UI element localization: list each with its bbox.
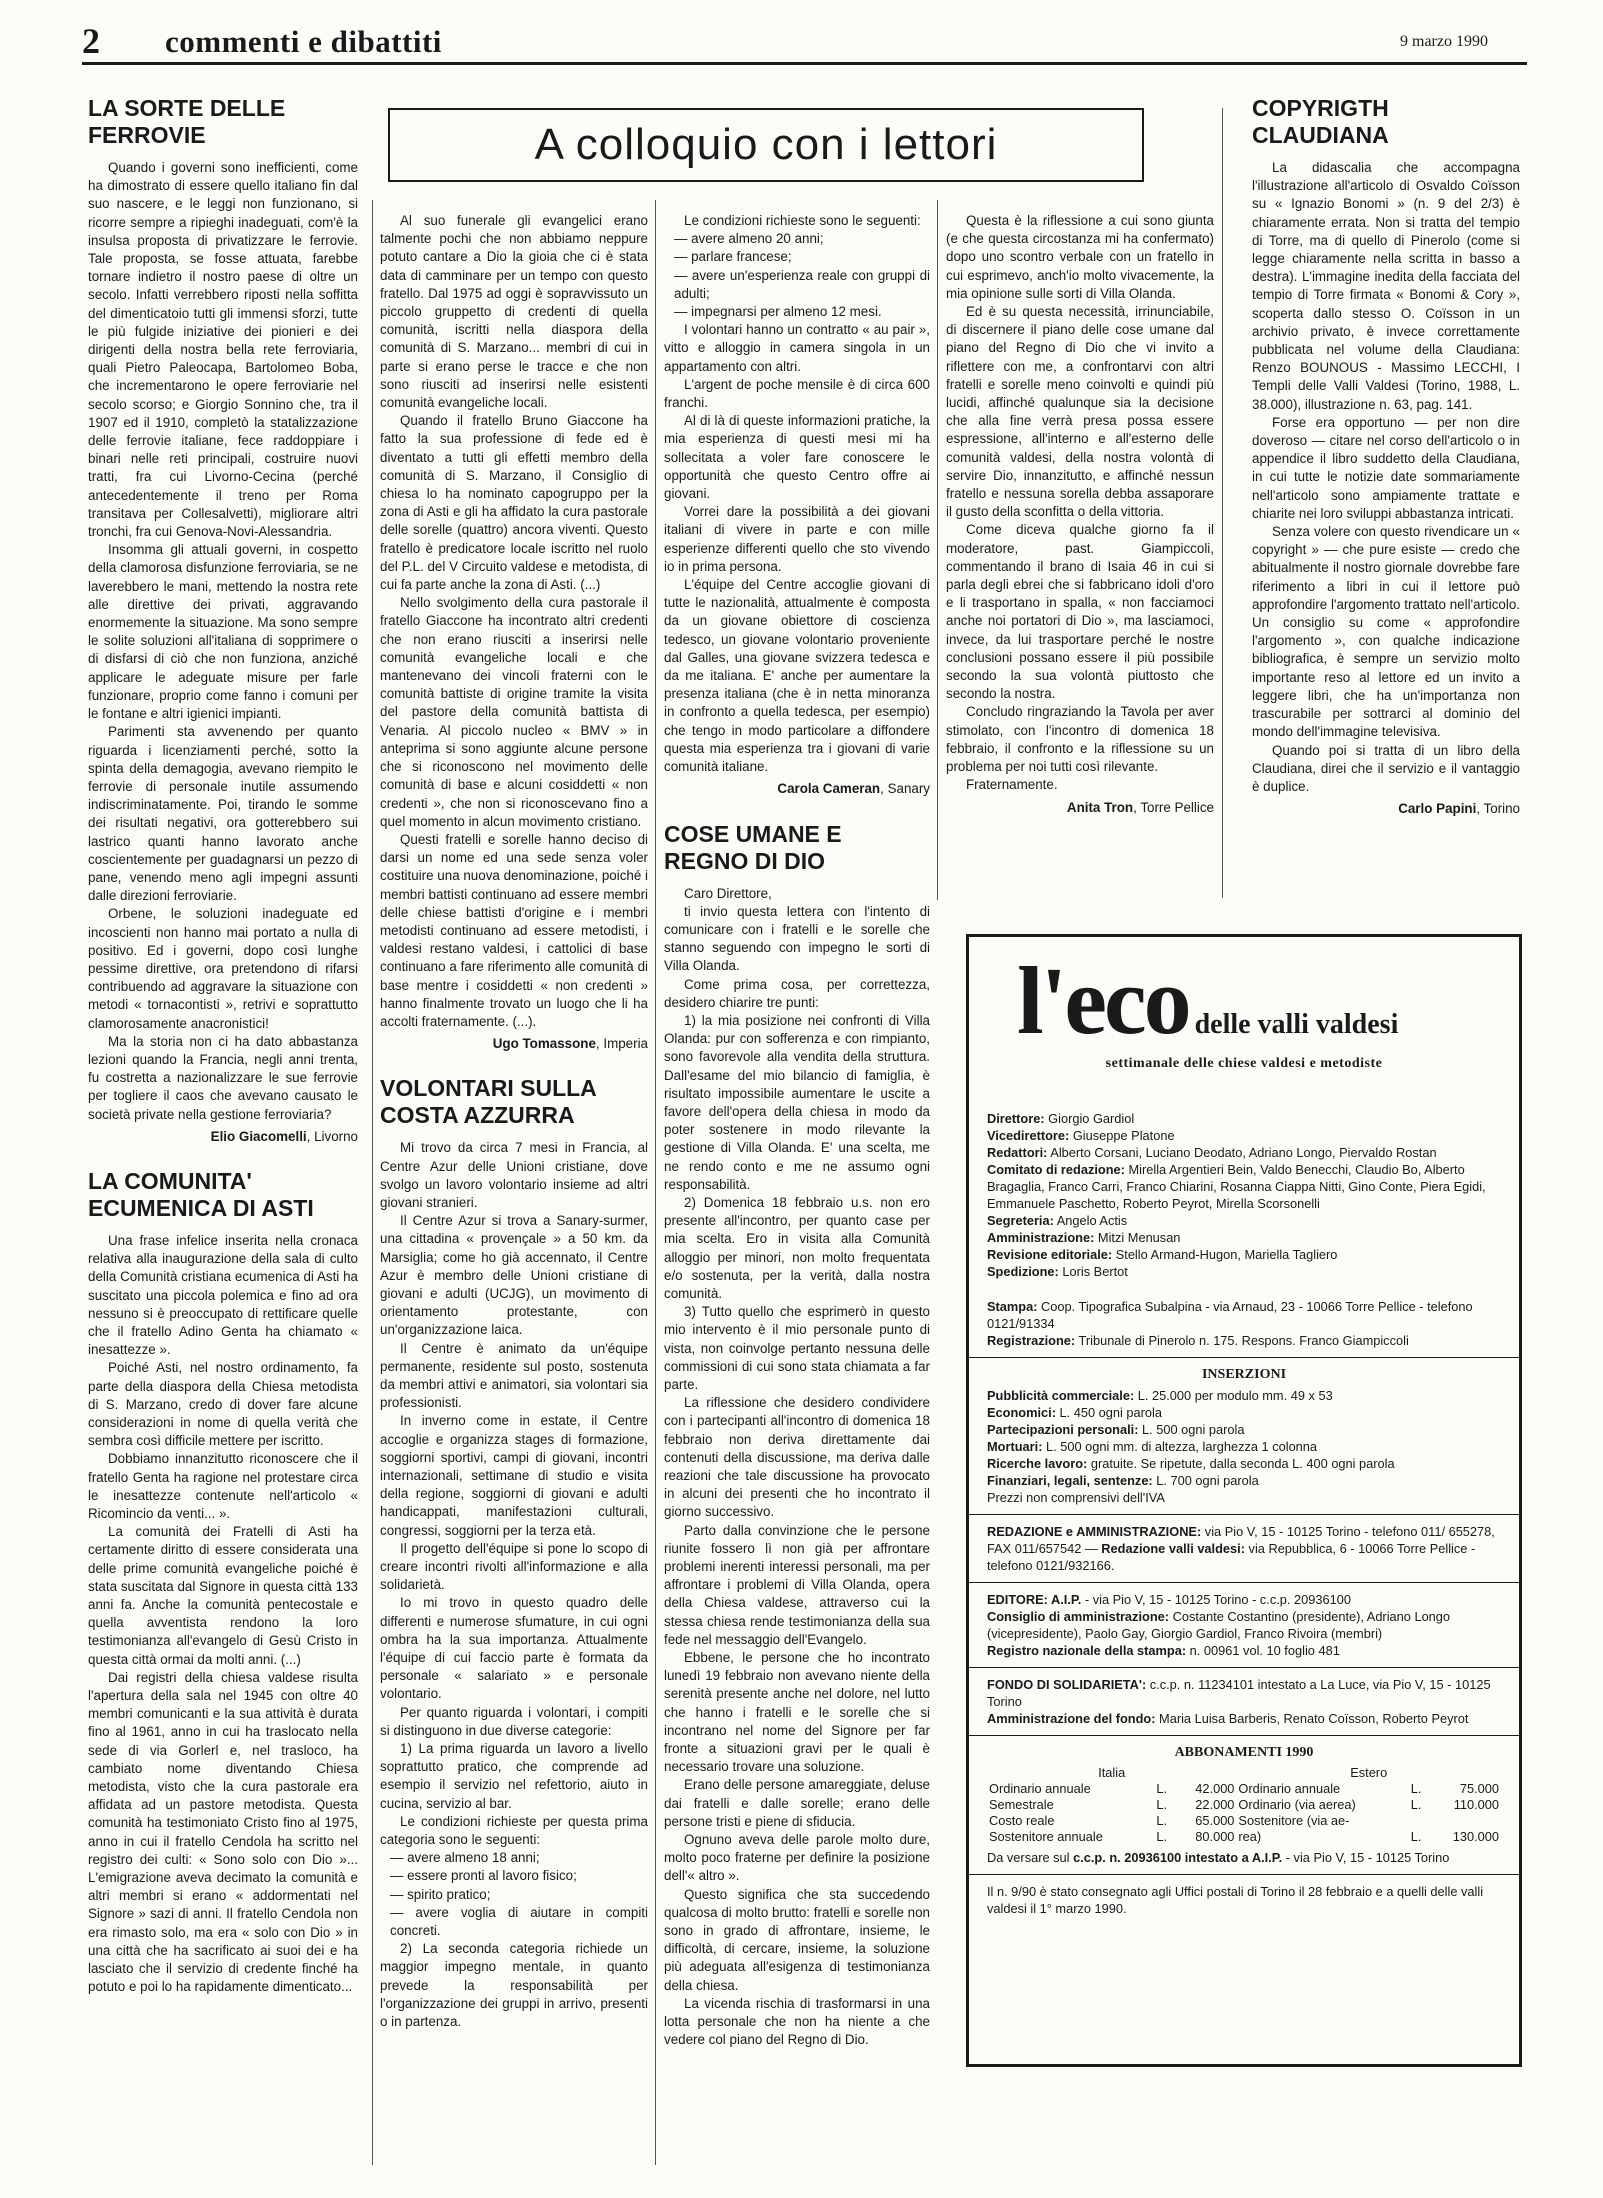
info-row	[987, 1489, 1501, 1506]
logo-main: l'eco	[1017, 947, 1189, 1054]
paragraph: Concludo ringraziando la Tavola per aver stimolato, con l'incontro di domenica 18 febbraio, il confronto e la riflessione su un problema per noi tutti così rilevante.	[946, 704, 1214, 775]
paragraph: La vicenda rischia di trasformarsi in una lotta personale che non ha niente a che vedere col piano del Regno di Dio.	[664, 1995, 930, 2048]
info-row	[987, 1144, 1501, 1161]
paragraph: Quando poi si tratta di un libro della Claudiana, direi che il servizio e il vantaggio è duplice.	[1252, 742, 1520, 794]
info-value: n. 00961 vol. 10 foglio 481	[1186, 1643, 1340, 1658]
paragraph: Il progetto dell'équipe si pone lo scopo di creare incontri rivolti all'informazione e alla solidarietà.	[380, 1540, 648, 1593]
signature	[664, 780, 930, 798]
column-5	[1252, 95, 1520, 840]
paragraph: In inverno come in estate, il Centre accoglie e organizza stages di formazione, soggiorni sportivi, campi di giovani, incontri internazionali, settimane di studio e visita della regione, soggiorni di giovani e adulti handicappati, manifestazioni culturali, congressi, soggiorni per la terza età.	[380, 1413, 648, 1538]
table-cell: L.	[1410, 1797, 1422, 1812]
paragraph: Forse era opportuno — per non dire doveroso — citare nel corso dell'articolo o in appendice il libro suddetto della Claudiana, in cui tutte le notizie date sommariamente nell'articolo sono ampiamente trattate e chiarite nei loro sviluppi abbastanza intricati.	[1252, 414, 1520, 521]
paragraph: L'argent de poche mensile è di circa 600 franchi.	[664, 376, 930, 411]
signature	[88, 1128, 358, 1146]
list-item: — parlare francese;	[674, 249, 792, 265]
article-title: LA SORTE DELLE FERROVIE	[88, 95, 286, 148]
signature-name: Anita Tron	[1066, 799, 1134, 815]
info-value: Giorgio Gardiol	[1044, 1111, 1135, 1126]
paragraph: Ma la storia non ci ha dato abbastanza lezioni quando la Francia, negli anni trenta, fu costretta a nazionalizzare le sue ferrovie per togliere il caos che avevano causato le società private nella gestione ferroviaria?	[88, 1033, 358, 1122]
article-title: LA COMUNITA' ECUMENICA DI ASTI	[88, 1167, 314, 1221]
list-item: — essere pronti al lavoro fisico;	[390, 1868, 577, 1884]
paragraph: 2) La seconda categoria richiede un maggior impegno mentale, in quanto prevede la responsabilità per l'organizzazione dei gruppi in arrivo, presenti o in partenza.	[380, 1941, 648, 2030]
info-row	[987, 1212, 1501, 1229]
column-rule	[655, 200, 656, 2165]
info-label: Partecipazioni personali:	[987, 1422, 1139, 1437]
table-cell: Semestrale	[989, 1797, 1054, 1812]
paragraph: Mi trovo da circa 7 mesi in Francia, al Centre Azur delle Unioni cristiane, dove svolgo un lavoro volontario insieme ad altri giovani stranieri.	[380, 1140, 648, 1210]
subscriptions-title: ABBONAMENTI 1990	[1174, 1745, 1314, 1760]
table-cell	[1409, 1813, 1430, 1829]
paragraph: La comunità dei Fratelli di Asti ha certamente diritto di essere considerata una delle prime comunità evangeliche poiché è stata suscitata dal Signore in questa città 133 anni fa. Anche la comunità pentecostale e quella avventista rendono la loro testimonianza all'evangelo di Gesù Cristo in questa città ormai da molti anni. (...)	[88, 1524, 358, 1667]
table-cell: L.	[1156, 1797, 1168, 1812]
info-label: Registrazione:	[987, 1333, 1076, 1348]
payment-address: - via Pio V, 15 - 10125 Torino	[1282, 1850, 1450, 1865]
table-row	[987, 1797, 1501, 1813]
info-row	[987, 1421, 1501, 1438]
table-cell: Ordinario annuale	[1238, 1781, 1341, 1796]
paragraph: Il Centre è animato da un'équipe permanente, residente sul posto, sostenuta da membri attivi e animatori, sia volontari sia professionisti.	[380, 1340, 648, 1411]
paragraph: Parimenti sta avvenendo per quanto riguarda i licenziamenti perché, sotto la spinta della demagogia, avevano riempito le ferrovie di personale inutile assumendo indiscriminatamente. Poi, tirando le somme dei risultati negativi, ora gotterebbero sui lastrico quanti hanno lavorato anche coscientemente per guadagnarsi un pezzo di pane, venendo meno agli impegni assunti dalle direzioni ferroviarie.	[88, 724, 358, 904]
column-header-italia: Italia	[1098, 1765, 1126, 1780]
footer-note: Il n. 9/90 è stato consegnato agli Uffici postali di Torino il 28 febbraio e a quelli delle valli valdesi il 1° marzo 1990.	[987, 1884, 1484, 1916]
logo-tail: delle valli valdesi	[1194, 1009, 1399, 1040]
paragraph: Quando il fratello Bruno Giaccone ha fatto la sua professione di fede ed è diventato a tutti gli effetti membro della comunità di S. Marzano, il Consiglio di chiesa lo ha nominato capogruppo per la zona di Asti e gli ha affidato la cura pastorale delle sorelle (quattro) ancora viventi. Questo fratello è predicatore locale iscritto nel ruolo del P.L. del V Circuito valdese e metodista, di cui fa parte anche la zona di Asti. (...)	[380, 413, 648, 593]
column-4	[946, 212, 1214, 839]
info-value: Prezzi non comprensivi dell'IVA	[987, 1490, 1165, 1505]
banner-title: A colloquio con i lettori	[534, 120, 998, 169]
masthead-subtitle: settimanale delle chiese valdesi e metodiste	[1105, 1056, 1383, 1071]
table-cell: 75.000	[1459, 1781, 1499, 1796]
paragraph: 3) Tutto quello che esprimerò in questo mio intervento è il mio personale punto di vista, non coinvolge pertanto nessuna delle commissioni di cui sono stata chiamata a far parte.	[664, 1304, 930, 1392]
list-item: — avere almeno 20 anni;	[674, 231, 824, 247]
info-value: L. 25.000 per modulo mm. 49 x 53	[1134, 1388, 1333, 1403]
ads-title: INSERZIONI	[1201, 1367, 1287, 1382]
info-value: Mitzi Menusan	[1094, 1230, 1181, 1245]
header-rule	[82, 62, 1527, 65]
table-cell	[1430, 1813, 1501, 1829]
signature	[380, 1035, 648, 1053]
info-row	[987, 1608, 1501, 1642]
fondo-info	[987, 1676, 1501, 1710]
divider	[969, 1582, 1519, 1583]
redazione-value: via Pio V, 15 - 10125 Torino - telefono 011/ 655278, FAX 011/657542 —	[987, 1524, 1495, 1556]
info-label: Segreteria:	[987, 1213, 1054, 1228]
paragraph: L'équipe del Centre accoglie giovani di tutte le nazionalità, attualmente è composta da un giovane obiettore di coscienza tedesco, un giovane volontario proveniente dal Galles, una giovane svizzera tedesca e da me italiana. E' anche per aumentare la presenza italiana (che è in netta minoranza in confronto a quella tedesca, per esempio) che tengo in modo particolare a diffondere questa mia esperienza tra i giovani di varie comunità italiane.	[664, 577, 930, 775]
info-row	[987, 1455, 1501, 1472]
info-value: Alberto Corsani, Luciano Deodato, Adriano Longo, Piervaldo Rostan	[1047, 1145, 1437, 1160]
signature-place: , Sanary	[880, 781, 930, 797]
column-rule	[937, 200, 938, 900]
column-1	[88, 95, 358, 1997]
info-row	[987, 1387, 1501, 1404]
info-value: Tribunale di Pinerolo n. 175. Respons. Franco Giampiccoli	[1075, 1333, 1409, 1348]
paragraph: Fraternamente.	[966, 777, 1058, 793]
signature-place: , Torre Pellice	[1133, 799, 1214, 815]
table-row	[987, 1813, 1501, 1829]
article-title: VOLONTARI SULLA COSTA AZZURRA	[380, 1075, 596, 1129]
info-label: Stampa:	[987, 1299, 1038, 1314]
signature-place: , Imperia	[595, 1036, 648, 1052]
paragraph: ti invio questa lettera con l'intento di comunicare con i fratelli e le sorelle che stanno seguendo con impegno le sorti di Villa Olanda.	[664, 903, 930, 974]
paragraph: Le condizioni richieste per questa prima categoria sono le seguenti:	[380, 1813, 648, 1848]
table-cell: rea)	[1238, 1829, 1262, 1844]
info-label: Finanziari, legali, sentenze:	[987, 1473, 1153, 1488]
page-number: 2	[82, 21, 100, 61]
paragraph: Caro Direttore,	[684, 885, 772, 901]
masthead-box	[966, 934, 1522, 2067]
info-label: Redattori:	[987, 1145, 1048, 1160]
masthead-logo	[987, 947, 1501, 1054]
paragraph: La riflessione che desidero condividere con i partecipanti all'incontro di domenica 18 febbraio non deriva direttamente dai contenuti della discussione, ma deriva dalle reazioni che tale discussione ha provocato in alcuni dei presenti che ho incontrato il giorno successivo.	[664, 1395, 930, 1520]
info-value: Coop. Tipografica Subalpina - via Arnaud, 23 - 10066 Torre Pellice - telefono 0121/91334	[987, 1299, 1473, 1331]
info-label: Vicedirettore:	[987, 1128, 1070, 1143]
fondo-admin-label: Amministrazione del fondo:	[987, 1711, 1156, 1726]
paragraph: Erano delle persone amareggiate, deluse dai fratelli e dalle sorelle; erano delle persone tristi e piene di sfiducia.	[664, 1777, 930, 1829]
table-cell: Costo reale	[989, 1813, 1055, 1828]
info-row	[987, 1229, 1501, 1246]
redazione-valli-value: via Repubblica, 6 - 10066 Torre Pellice - telefono 0121/932166.	[987, 1541, 1476, 1573]
divider	[969, 1735, 1519, 1736]
table-cell: 65.000	[1195, 1813, 1235, 1828]
ads-list	[987, 1387, 1501, 1506]
fondo-admin-value: Maria Luisa Barberis, Renato Coïsson, Roberto Peyrot	[1155, 1711, 1469, 1726]
info-label: Consiglio di amministrazione:	[987, 1609, 1170, 1624]
info-value: L. 450 ogni parola	[1055, 1405, 1162, 1420]
info-row	[987, 1591, 1501, 1608]
signature-place: , Torino	[1476, 801, 1520, 817]
divider	[969, 1874, 1519, 1875]
info-row	[987, 1642, 1501, 1659]
redazione-info	[987, 1523, 1501, 1574]
column-2	[380, 212, 648, 2031]
fondo-admin	[987, 1710, 1501, 1727]
table-cell: Ordinario (via aerea)	[1238, 1797, 1356, 1812]
info-label: Registro nazionale della stampa:	[987, 1643, 1187, 1658]
info-row	[987, 1332, 1501, 1349]
info-label: Amministrazione:	[987, 1230, 1095, 1245]
paragraph: Questa è la riflessione a cui sono giunta (e che questa circostanza mi ha confermato) dopo uno scontro verbale con un fratello in cui esprimevo, anch'io molto vivacemente, la mia opinione sulle sorti di Villa Olanda.	[946, 213, 1214, 301]
section-title: commenti e dibattiti	[165, 24, 442, 59]
table-cell: 130.000	[1452, 1829, 1499, 1844]
paragraph: Io mi trovo in questo quadro delle differenti e numerose sfumature, in cui ogni ombra ha la sua importanza. Attualmente l'équipe di cui faccio parte è formata da personale « salariato » e personale volontario.	[380, 1595, 648, 1702]
paragraph: Questo significa che sta succedendo qualcosa di molto brutto: fratelli e sorelle non sono in grado di affrontare, insieme, le difficoltà, di cercare, insieme, la soluzione più adeguata all'esigenza di testimonianza della chiesa.	[664, 1886, 930, 1993]
list-item: — spirito pratico;	[390, 1886, 491, 1902]
payment-info	[987, 1849, 1501, 1866]
info-label: Mortuari:	[987, 1439, 1043, 1454]
paragraph: Dai registri della chiesa valdese risulta l'apertura della sala nel 1945 con oltre 40 membri comunicanti e la sua attività è durata fino al 1961, anno in cui ha traslocato nella sede di via Gorlerl e, nel trasloco, ha cambiato nome diventando Chiesa metodista, visto che la cura pastorale era affidata ad un pastore metodista. Questa comunità ha testimoniato Cristo fino al 1975, anno in cui il fratello Cendola ha scritto nel registro dei culti: « Sono solo con Dio »... L'emigrazione aveva decimato la comunità e altri membri si erano « addormentati nel Signore » sazi di anni. Il fratello Cendola non era rimasto solo, ma era « solo con Dio » in una città che ha sacrificato ai suoi dei e ha lasciato che il servizio di credente finché ha potuto e poi lo ha rapidamente dimenticato...	[88, 1669, 358, 1995]
list-item: — avere voglia di aiutare in compiti concreti.	[390, 1904, 648, 1939]
table-cell: 110.000	[1453, 1797, 1499, 1812]
paragraph: Parto dalla convinzione che le persone riunite fossero lì non già per affrontare problemi inerenti interessi personali, ma per affrontare i problemi di Villa Olanda, opera della Chiesa valdese, attraverso cui la stessa chiesa rende testimonianza della sua fede nel messaggio dell'Evangelo.	[664, 1522, 930, 1647]
table-row	[987, 1829, 1501, 1845]
info-value: gratuite. Se ripetute, dalla seconda L. 400 ogni parola	[1087, 1456, 1395, 1471]
info-label: Direttore:	[987, 1111, 1045, 1126]
table-cell: L.	[1156, 1829, 1168, 1844]
table-cell: L.	[1410, 1829, 1422, 1844]
table-cell: Sostenitore (via ae-	[1238, 1813, 1350, 1828]
staff-list	[987, 1110, 1501, 1280]
column-rule	[1222, 108, 1223, 898]
paragraph: La didascalia che accompagna l'illustrazione all'articolo di Osvaldo Coïsson su « Ignazio Bonomi » (n. 9 del 2/3) è chiaramente errata. Non si tratta del tempio di Torre, ma di quello di Pinerolo (come si legge chiaramente nella scritta in basso a destra). L'immagine inedita della facciata del tempio di Torre firmata « Bonomi & Cory », scoperta dallo stesso O. Coïsson in un archivio privato, è invece correttamente pubblicata nel volume della Claudiana: Renzo BOUNOUS - Massimo LECCHI, I Templi delle Valli Valdesi (Torino, 1988, L. 38.000), illustrazione n. 63, pag. 141.	[1252, 160, 1520, 412]
issue-date: 9 marzo 1990	[1400, 33, 1488, 50]
paragraph: Al suo funerale gli evangelici erano talmente pochi che non abbiamo neppure potuto cantare a Dio la gioia che ci è stata data di camminare per un tempo con questo fratello. Dal 1975 ad oggi è sopravvissuto un piccolo gruppetto di credenti di quella comunità, iscritti nella diaspora della comunità di S. Marzano... membri di cui in parte si erano perse le tracce e che non sono riusciti ad inserirsi nelle esistenti comunità evangeliche locali.	[380, 213, 648, 411]
paragraph: Questi fratelli e sorelle hanno deciso di darsi un nome ed una sede senza voler costituire una nuova denominazione, poiché i membri battisti continuano ad essere membri delle chiese battisti d'origine e i membri metodisti continuano ad essere metodisti, i valdesi restano valdesi, i cattolici di base continuano a fare riferimento alle comunità di base mentre i cosiddetti « non credenti » hanno finalmente trovato un luogo che li ha accolti fraternamente. (...).	[380, 831, 648, 1029]
divider	[969, 1357, 1519, 1358]
redazione-valli-label: Redazione valli valdesi:	[1097, 1541, 1245, 1556]
paragraph: 1) la mia posizione nei confronti di Villa Olanda: pur con sofferenza e con rimpianto, sono favorevole alla vendita della struttura. Dall'esame del mio bilancio di famiglia, è risultato impossibile aumentare le uscite a favore dell'opera della chiesa in modo da poter sostenere in modo rilevante la gestione di Villa Olanda. E' una scelta, me ne rendo conto e me ne assumo ogni responsabilità.	[664, 1012, 930, 1192]
section-banner	[388, 108, 1144, 182]
info-value: Mirella Argentieri Bein, Valdo Benecchi, Claudio Bo, Alberto Bragaglia, Franco Carri, Franco Chiarini, Rosanna Ciappa Nitti, Gino Conte, Piera Egidi, Emmanuele Paschetto, Roberto Peyrot, Mirella Scorsonelli	[987, 1162, 1486, 1211]
paragraph: 1) La prima riguarda un lavoro a livello soprattutto pratico, che comprende ad esempio il servizio nel refettorio, aiuto in cucina, servizio al bar.	[380, 1741, 648, 1811]
info-value: L. 500 ogni parola	[1138, 1422, 1245, 1437]
column-3	[664, 212, 930, 2050]
info-row	[987, 1127, 1501, 1144]
info-label: Spedizione:	[987, 1264, 1059, 1279]
info-value: L. 700 ogni parola	[1152, 1473, 1259, 1488]
info-label: EDITORE: A.I.P.	[987, 1592, 1082, 1607]
signature	[1252, 800, 1520, 818]
info-row	[987, 1161, 1501, 1212]
signature-name: Carola Cameran	[777, 781, 881, 797]
paragraph: Dobbiamo innanzitutto riconoscere che il fratello Genta ha ragione nel protestare circa le inesattezze contenute nell'articolo « Ricomincio da venti... ».	[88, 1451, 358, 1522]
paragraph: Poiché Asti, nel nostro ordinamento, fa parte della diaspora della Chiesa metodista di S. Marzano, credo di dover fare alcune considerazioni in nome di quella verità che sembra così difficile mettere per iscritto.	[88, 1360, 358, 1449]
info-value: Stello Armand-Hugon, Mariella Tagliero	[1112, 1247, 1338, 1262]
paragraph: Come diceva qualche giorno fa il moderatore, past. Giampiccoli, commentando il brano di Isaia 46 in cui si parla degli ebrei che si fabbricano idoli d'oro e li trasportano in spalla, « non facciamoci anche noi portatori di Dio », ma lasciamoci, invece, da lui trasportare perché le nostre conclusioni possano essere il più possibile secondo la sua volontà piuttosto che secondo la nostra.	[946, 522, 1214, 702]
table-cell: 42.000	[1195, 1781, 1235, 1796]
paragraph: Insomma gli attuali governi, in cospetto della clamorosa disfunzione ferroviaria, se ne laverebbero le mani, mettendo la nostra rete alle direttive dei privati, aggravando enormemente la situazione. Ma sono sempre le solite soluzioni all'italiana di sopprimere o di disfarsi di ciò che non funziona, anziché applicare le adeguate misure per farle funzionare, proprio come fanno i comuni per le fontane e altri igienici impianti.	[88, 542, 358, 722]
info-value: Giuseppe Platone	[1069, 1128, 1175, 1143]
info-value: Costante Costantino (presidente), Adriano Longo (vicepresidente), Paolo Gay, Giorgio Gardiol, Franco Rivoira (membri)	[987, 1609, 1451, 1641]
paragraph: Nello svolgimento della cura pastorale il fratello Giaccone ha incontrato altri credenti che non erano riusciti a inserirsi nelle comunità evangeliche locali e che mantenevano dei vincoli fraterni con le comunità battiste di origine tramite la visita del pastore della comunità battista di Venaria. Al piccolo nucleo « BMV » in anteprima si sono aggiunte alcune persone che si riconoscono nel movimento delle comunità di base e alcuni cosiddetti « non credenti », che non si riconoscevano fino a quel momento in alcun movimento cristiano.	[380, 595, 648, 829]
paragraph: Orbene, le soluzioni inadeguate ed incoscienti non hanno mai portato a nulla di positivo. Ed i governi, dopo così lunghe pessime direttive, ora pretendono di rifarsi contribuendo ad aggravare la situazione con metodi « tornacontisti », retrivi e soprattutto clamorosamente anacronistici!	[88, 906, 358, 1031]
payment-prefix: Da versare sul	[987, 1850, 1074, 1865]
payment-account: c.c.p. n. 20936100 intestato a A.I.P.	[1073, 1850, 1283, 1865]
paragraph: Le condizioni richieste sono le seguenti:	[684, 213, 921, 228]
list-item: — avere un'esperienza reale con gruppi di adulti;	[674, 267, 930, 301]
column-rule	[372, 200, 373, 2165]
paragraph: Una frase infelice inserita nella cronaca relativa alla inaugurazione della sala di culto della Comunità cristiana ecumenica di Asti ha suscitato una piccola polemica e fino ad ora nessuno si è preoccupato di rettificare quelle che il fratello Adino Genta ha chiamato « inesattezze ».	[88, 1232, 358, 1358]
fondo-value: c.c.p. n. 11234101 intestato a La Luce, via Pio V, 15 - 10125 Torino	[987, 1677, 1491, 1709]
paragraph: 2) Domenica 18 febbraio u.s. non ero presente all'incontro, per quanto case per mia scelta. Ero in visita alla Comunità alloggio per minori, non molto frequentata e/o sostenuta, per la verità, dalla nostra comunità.	[664, 1194, 930, 1301]
column-header-estero: Estero	[1350, 1765, 1388, 1780]
signature-name: Elio Giacomelli	[210, 1128, 307, 1144]
paragraph: Al di là di queste informazioni pratiche, la mia esperienza di questi mesi mi ha sollecitata a voler fare conoscere le opportunità che questo Centro offre ai giovani.	[664, 413, 930, 502]
signature-place: , Livorno	[306, 1128, 358, 1144]
info-row	[987, 1246, 1501, 1263]
paragraph: Ognuno aveva delle parole molto dure, molto poco fraterne per definire la posizione dell'« altro ».	[664, 1832, 930, 1884]
info-row	[987, 1110, 1501, 1127]
info-value: Angelo Actis	[1053, 1213, 1128, 1228]
table-cell: L.	[1156, 1813, 1168, 1828]
paragraph: Come prima cosa, per correttezza, desidero chiarire tre punti:	[664, 976, 930, 1010]
info-value: Loris Bertot	[1058, 1264, 1128, 1279]
info-label: Pubblicità commerciale:	[987, 1388, 1135, 1403]
info-row	[987, 1298, 1501, 1332]
table-cell: Ordinario annuale	[989, 1781, 1091, 1796]
signature	[946, 799, 1214, 817]
paragraph: Per quanto riguarda i volontari, i compiti si distinguono in due diverse categorie:	[380, 1704, 648, 1738]
info-label: Economici:	[987, 1405, 1056, 1420]
table-cell: L.	[1410, 1781, 1422, 1796]
info-label: Comitato di redazione:	[987, 1162, 1125, 1177]
subscriptions-table	[987, 1765, 1501, 1845]
table-cell: 80.000	[1195, 1829, 1235, 1844]
signature-name: Carlo Papini	[1398, 801, 1477, 817]
list-item: — impegnarsi per almeno 12 mesi.	[674, 304, 882, 320]
info-row	[987, 1404, 1501, 1421]
table-row	[987, 1781, 1501, 1797]
table-cell: Sostenitore annuale	[989, 1829, 1103, 1844]
list-item: — avere almeno 18 anni;	[390, 1850, 540, 1866]
info-label: Revisione editoriale:	[987, 1247, 1113, 1262]
divider	[969, 1514, 1519, 1515]
paragraph: Quando i governi sono inefficienti, come ha dimostrato di essere quello italiano fin dal suo nascere, e le leggi non funzionano, si ricorre sempre a ripieghi inadeguati, com'è la insulsa proposta di privatizzare le ferrovie. Tale proposta, se fosse attuata, farebbe tornare indietro il nostro paese di oltre un secolo. Infatti verrebbero riposti nella soffitta del dimenticatoio tutti gli immensi sforzi, tutte le più fulgide iniziative dei pionieri e dei dirigenti della nostra bella rete ferroviaria, quali Pietro Paleocapa, Bartolomeo Boba, che incrementarono le opere ferroviarie nel secolo scorso; e Giorgio Sonnino che, tra il 1907 ed il 1910, completò la statalizzazione delle ferrovie italiane, fece raddoppiare i binari nelle reti principali, costruire nuovi tratti, fra cui Livorno-Cecina (perché antecedentemente il treno per Roma transitava per Collesalvetti), migliorare altri tronchi, fra cui Genova-Novi-Alessandria.	[88, 160, 358, 540]
paragraph: Senza volere con questo rivendicare un « copyright » — che pure esiste — credo che abitualmente il nostro giornale dovrebbe fare riferimento a libri in cui il lettore può approfondire l'argomento trattato nell'articolo. Un consiglio su come « approfondire l'argomento », con qualche indicazione bibliografica, è sempre un servizio molto importante reso al lettore ed un invito a leggere libri, che ha un'importanza non trascurabile per sottrarci al dominio del mondo dell'immagine televisiva.	[1252, 524, 1520, 740]
print-info	[987, 1298, 1501, 1349]
paragraph: Ed è su questa necessità, irrinunciabile, di discernere il piano delle cose umane dal piano del Regno di Dio che vi invito a riflettere con me, a confrontarvi con altri fratelli e sorelle meno coinvolti e quindi più lucidi, affinché qualunque sia la decisione che alla fine verrà presa possa essere espressione, all'interno e all'esterno delle comunità valdesi, della nostra volontà di servire Dio, innanzitutto, e affinché nessun fratello e nessuna sorella debba assaporare il gusto della sconfitta o della vittoria.	[946, 304, 1214, 520]
paragraph: Vorrei dare la possibilità a dei giovani italiani di vivere in parte e con mille esperienze differenti quello che sto vivendo io in prima persona.	[664, 504, 930, 574]
info-row	[987, 1472, 1501, 1489]
table-cell: 22.000	[1195, 1797, 1235, 1812]
article-title: COSE UMANE E REGNO DI DIO	[664, 820, 842, 874]
redazione-label: REDAZIONE e AMMINISTRAZIONE:	[987, 1524, 1202, 1539]
info-value: - via Pio V, 15 - 10125 Torino - c.c.p. 20936100	[1081, 1592, 1351, 1607]
paragraph: Il Centre Azur si trova a Sanary-surmer, una cittadina « provençale » a 50 km. da Marsiglia; come ho già accennato, il Centre Azur è membro delle Unioni cristiane di giovani e adulti (UCJG), un movimento di orientamento protestante, con un'organizzazione laica.	[380, 1213, 648, 1338]
info-row	[987, 1438, 1501, 1455]
editore-info	[987, 1591, 1501, 1659]
signature-name: Ugo Tomassone	[492, 1036, 596, 1052]
info-row	[987, 1263, 1501, 1280]
divider	[969, 1667, 1519, 1668]
info-value: L. 500 ogni mm. di altezza, larghezza 1 colonna	[1042, 1439, 1318, 1454]
paragraph: Ebbene, le persone che ho incontrato lunedì 19 febbraio non avevano niente della serenità presente anche nel dolore, nel lutto che hanno i fratelli e le sorelle che si incontrano nel nome del Signore per far fronte a situazioni gravi per le quali è necessario trovare una soluzione.	[664, 1650, 930, 1775]
paragraph: I volontari hanno un contratto « au pair », vitto e alloggio in camera singola in un appartamento con altri.	[664, 322, 930, 374]
table-cell: L.	[1156, 1781, 1168, 1796]
article-title: COPYRIGTH CLAUDIANA	[1252, 95, 1389, 148]
info-label: Ricerche lavoro:	[987, 1456, 1088, 1471]
fondo-label: FONDO DI SOLIDARIETA':	[987, 1677, 1147, 1692]
